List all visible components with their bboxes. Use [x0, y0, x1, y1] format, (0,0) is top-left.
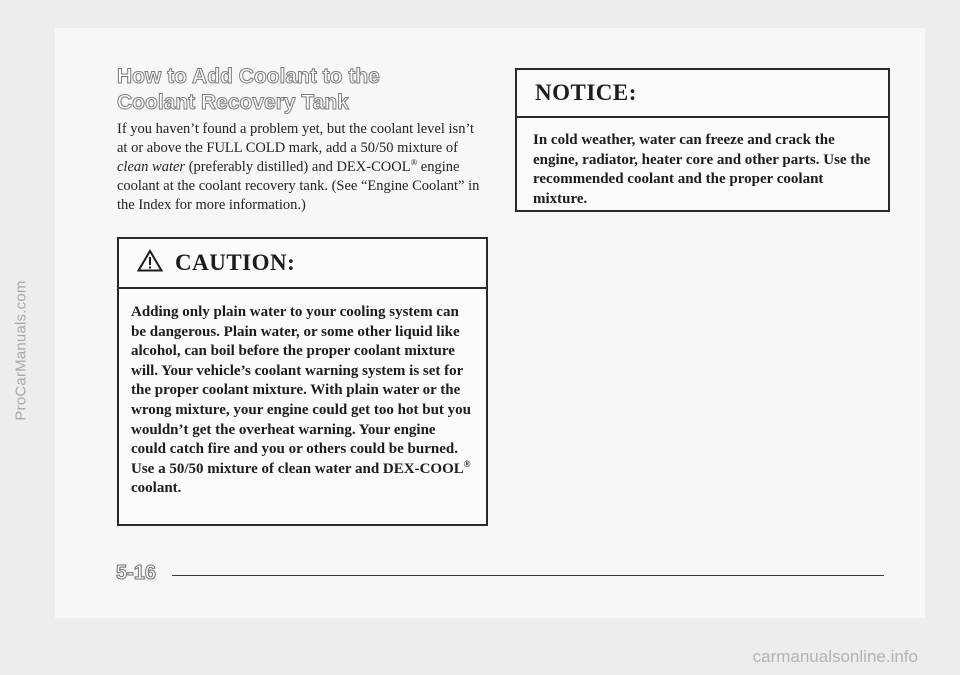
- registered-mark: ®: [410, 157, 418, 168]
- caution-body-end: coolant.: [131, 480, 182, 497]
- caution-body: [119, 289, 486, 499]
- page-number: 5-16: [116, 562, 157, 584]
- intro-text-1: If you haven’t found a problem yet, but the coolant level isn’t at or above the FULL COLD mark, add a 50/50 mixture of: [117, 121, 475, 156]
- caution-registered-mark: ®: [463, 458, 471, 469]
- intro-text-2: (preferably distilled) and DEX-COOL: [185, 159, 411, 175]
- caution-body-text: Adding only plain water to your cooling system can be dangerous. Plain water, or some other liquid like alcohol, can boil before the proper coolant mixture will. Your vehicle’s coolant warning system is set for the proper coolant mixture. With plain water or the wrong mixture, your engine could get too hot but you wouldn’t get the overheat warning. Your engine could catch fire and you or others could be burned. Use a 50/50 mixture of clean water and DEX-COOL: [131, 304, 472, 477]
- warning-triangle-icon: [137, 249, 163, 278]
- intro-text-3: engine coolant at the coolant recovery tank. (See “Engine Coolant” in the Index for more information.): [117, 159, 480, 213]
- side-watermark-text: ProCarManuals.com: [12, 279, 30, 421]
- intro-italic: clean water: [117, 159, 186, 175]
- caution-box: [117, 237, 488, 526]
- bottom-watermark: carmanualsonline.info: [752, 647, 918, 666]
- footer-rule: [172, 575, 884, 576]
- notice-header: [517, 70, 888, 118]
- notice-title: NOTICE:: [535, 80, 637, 105]
- section-heading: How to Add Coolant to the Coolant Recovery Tank: [117, 65, 380, 114]
- intro-paragraph: [117, 120, 482, 215]
- notice-body: In cold weather, water can freeze and crack the engine, radiator, heater core and other parts. Use the recommended coolant and the proper coolant mixture.: [533, 132, 871, 207]
- caution-header: [119, 239, 486, 289]
- caution-title: CAUTION:: [175, 250, 296, 275]
- notice-box: [515, 68, 890, 212]
- side-watermark: [6, 220, 36, 480]
